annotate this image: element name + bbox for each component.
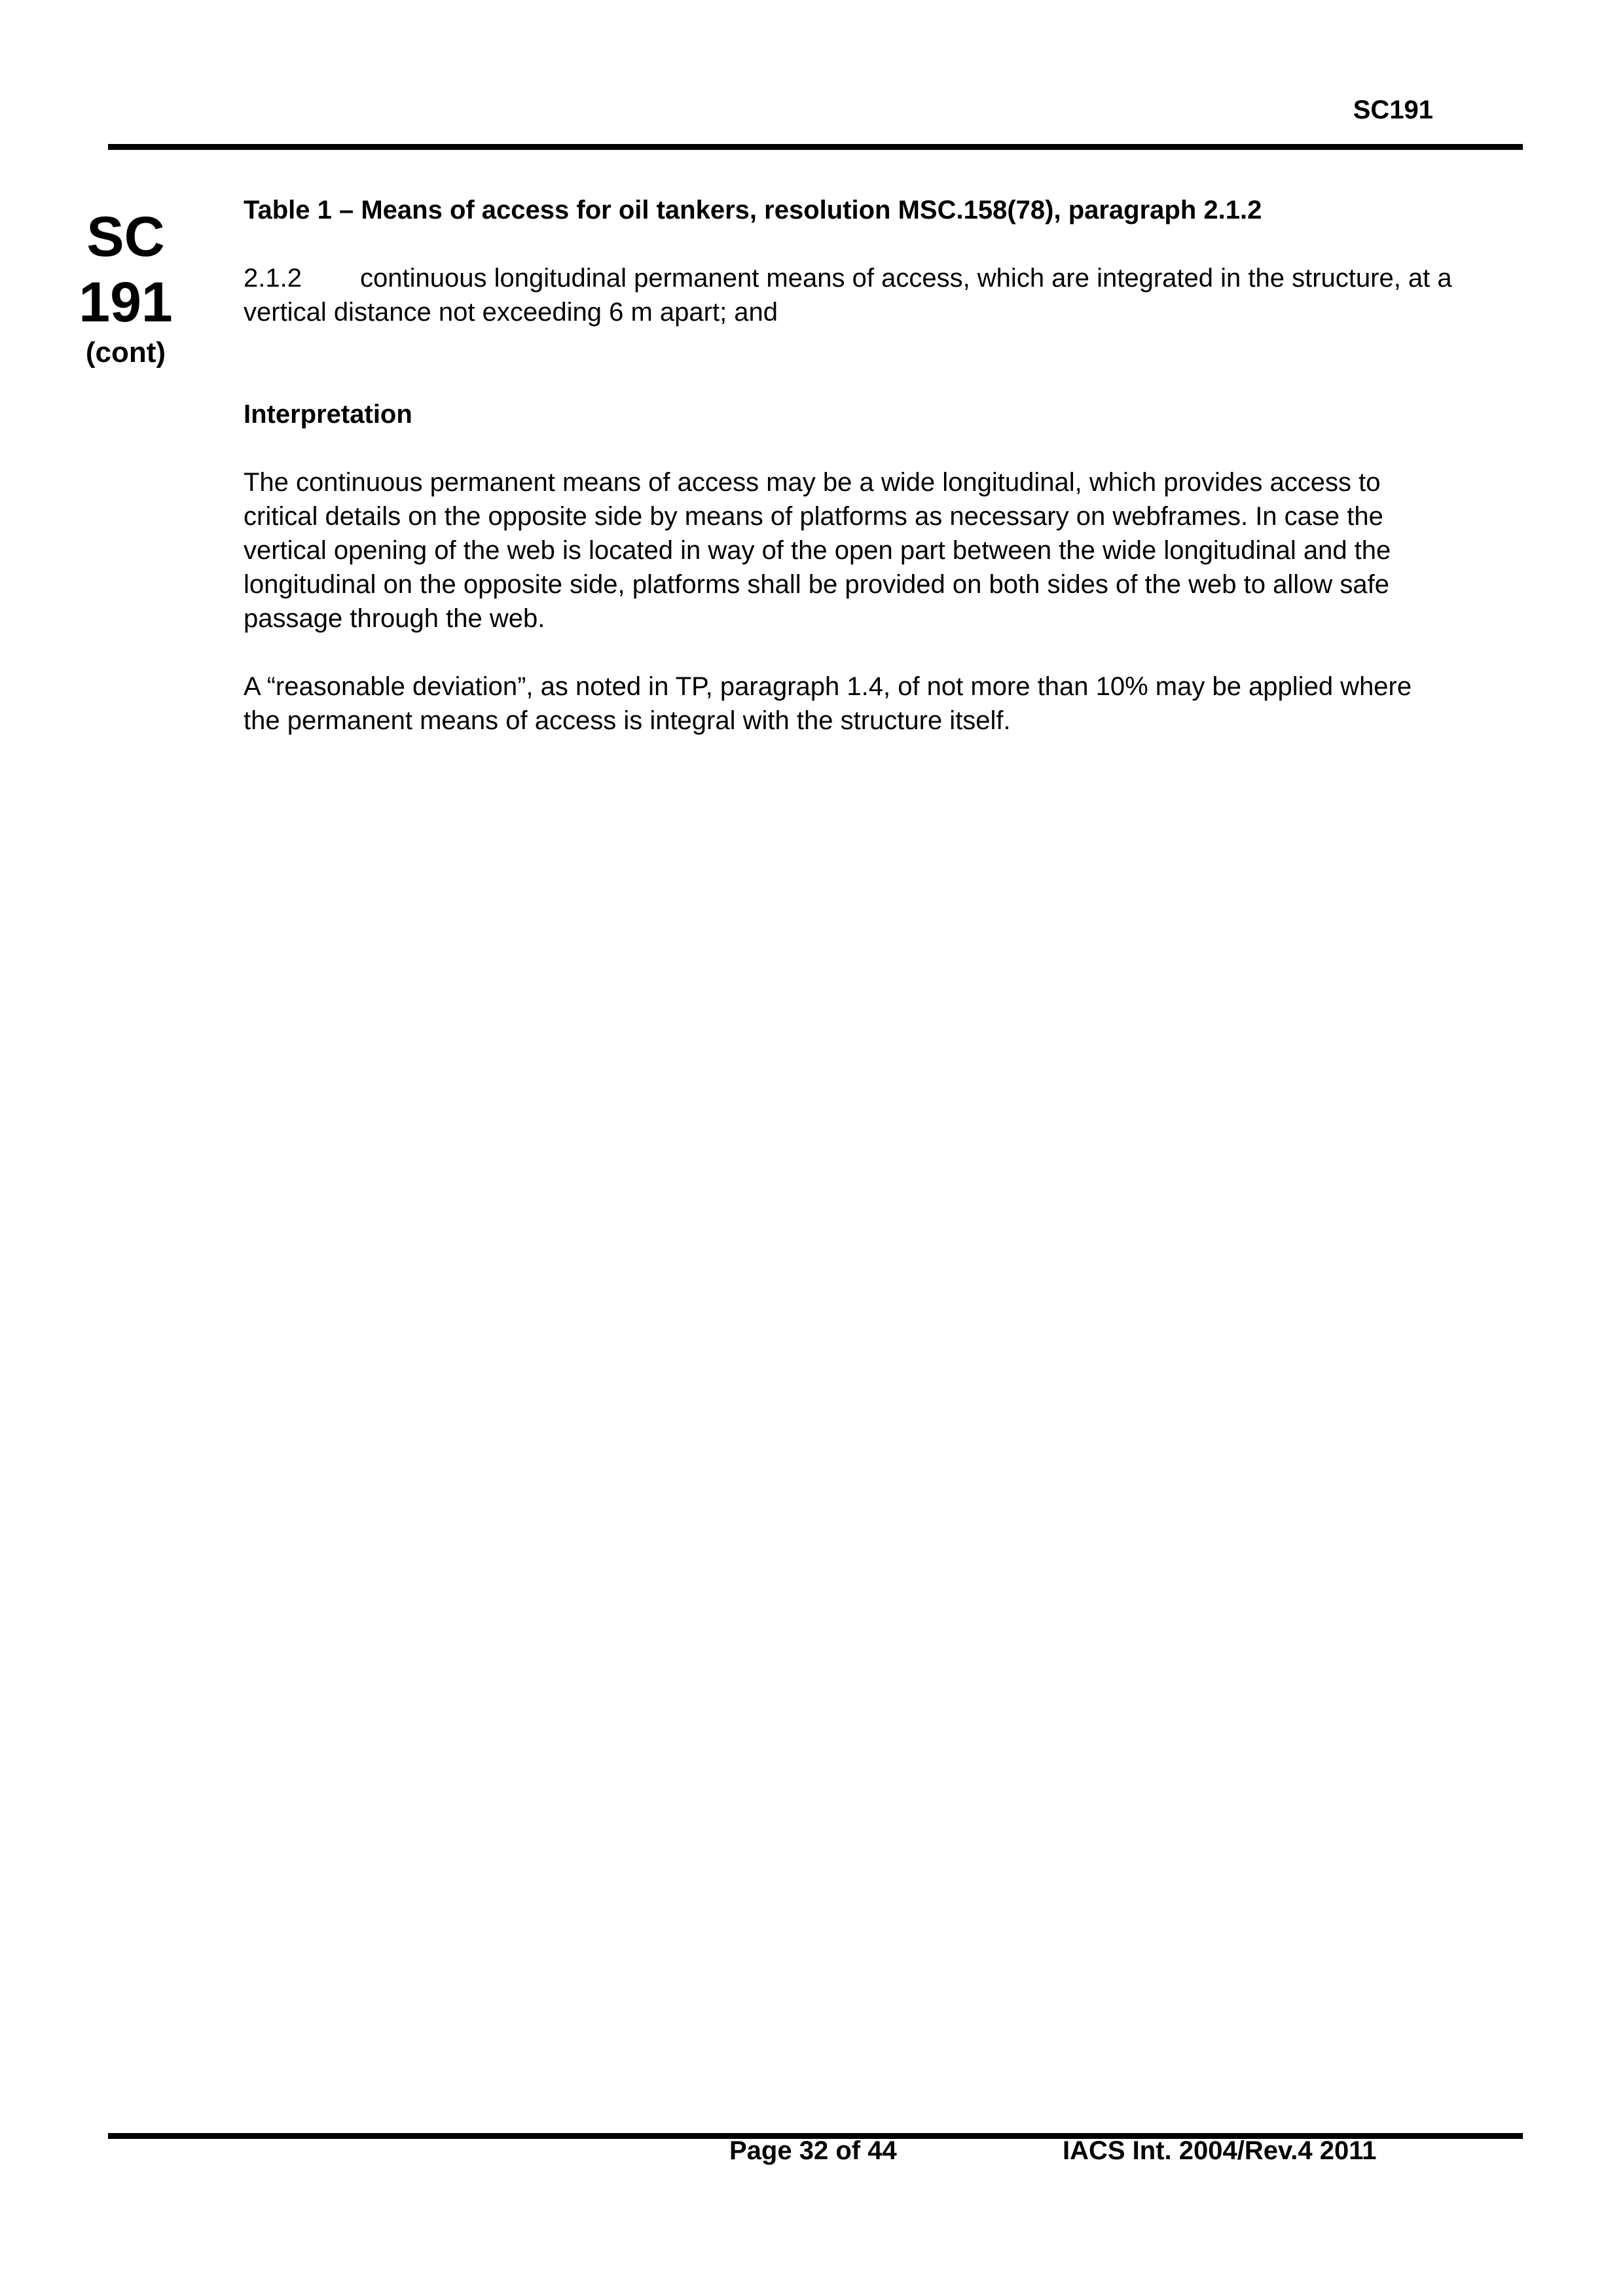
paragraph: A “reasonable deviation”, as noted in TP, paragraph 1.4, of not more than 10% may be applied where the permanent means of access is integral with the structure itself. <box>244 672 1412 735</box>
table-title: Table 1 – Means of access for oil tankers, resolution MSC.158(78), paragraph 2.1.2 <box>244 196 1262 224</box>
clause-text: continuous longitudinal permanent means of access, which are integrated in the structure, at a vertical distance not exceeding 6 m apart; and <box>244 264 1452 327</box>
side-tag <box>77 204 174 370</box>
side-tag-number: 191 <box>79 271 173 334</box>
side-tag-cont: (cont) <box>85 336 166 368</box>
header-divider <box>108 144 1523 150</box>
clause <box>244 261 1455 329</box>
header-code: SC191 <box>1353 96 1433 124</box>
footer-reference: IACS Int. 2004/Rev.4 2011 <box>1063 2136 1377 2165</box>
side-tag-sc: SC <box>86 206 165 268</box>
section-heading: Interpretation <box>244 400 412 429</box>
clause-number: 2.1.2 <box>244 264 302 293</box>
paragraph: The continuous permanent means of access may be a wide longitudinal, which provides access to critical details on the opposite side by means of platforms as necessary on webframes. In case the vertical opening of the web is located in way of the open part between the wide longitudinal and the longitudinal on the opposite side, platforms shall be provided on both sides of the web to allow safe passage through the web. <box>244 468 1391 633</box>
document-body <box>244 193 1455 772</box>
footer-page-number: Page 32 of 44 <box>729 2136 897 2165</box>
